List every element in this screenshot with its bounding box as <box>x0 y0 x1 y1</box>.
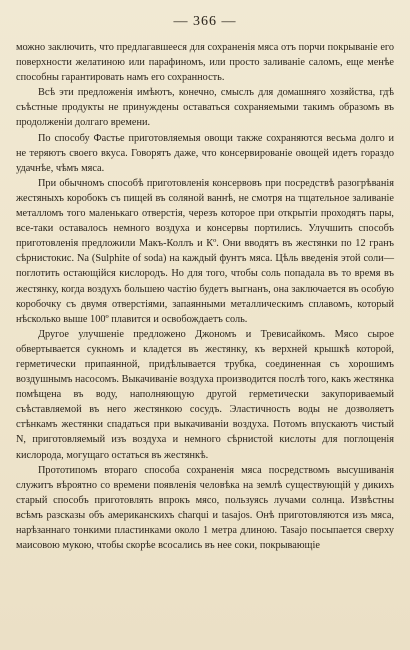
body-text <box>16 40 394 553</box>
paragraph-continuation: можно заключить, что предлагавшееся для сохраненія мяса отъ порчи покрываніе его поверхности желатиною или парафиномъ, или просто заливаніе саломъ, еще менѣе способны гарантировать намъ его сохранность. <box>16 42 394 84</box>
paragraph-canning-improvement: При обычномъ способѣ приготовленія консервовъ при посредствѣ разогрѣванія жестяныхъ коробокъ съ пищей въ соляной ваннѣ, не смотря на тщательное заливаніе металломъ того маленькаго отверстія, черезъ которое при открытіи проходятъ пары, все-таки оставалось немного воздуха и консервы портились. Улучшить способъ приготовленія предложили Макъ-Коллъ и Кº. Они вводятъ въ жестянки по 12 гранъ сѣрнистокис. Na (Sulphite of soda) на каждый фунтъ мяса. Цѣль введенія этой соли—поглотить остающійся кислородъ. Но для того, чтобы соль попадала въ то время въ жестянку, когда воздухъ большею частію будетъ выгнанъ, она заключается въ особую коробочку съ двумя отверстіями, запаянными металлическимъ сплавомъ, который нѣсколько выше 100º плавится и освобождаетъ соль. <box>16 177 394 325</box>
paragraph-fastier-method: По способу Фастье приготовляемыя овощи также сохраняются весьма долго и не теряютъ своего вкуса. Говорятъ даже, что консервированіе овощей идетъ гораздо удачнѣе, чѣмъ мяса. <box>16 132 394 174</box>
paragraph-jones-trevisick: Другое улучшеніе предложено Джономъ и Тревисайкомъ. Мясо сырое обвертывается сукномъ и кладется въ жестянку, къ верхней крышкѣ которой, герметически припаянной, придѣлывается трубка, соединенная съ хорошимъ воздушнымъ насосомъ. Выкачиваніе воздуха производится послѣ того, какъ жестянка помѣщена въ воду, наполняющую другой герметически закупориваемый съѣставляемой въ него жестянкою сосудъ. Эластичность воды не дозволяетъ стѣнкамъ жестянки спадаться при выкачиваніи воздуха. Потомъ впускаютъ чистый N, приготовляемый изъ воздуха и немного сѣрнистой кислоты для поглощенія кислорода, могущаго остаться въ жестянкѣ. <box>16 328 394 461</box>
paragraph-drying-method: Прототипомъ втораго способа сохраненія мяса посредствомъ высушиванія служитъ вѣроятно со времени появленія человѣка на землѣ существующій у дикихъ старый способъ приготовлять впрокъ мясо, пользуясь лучами солнца. Извѣстны всѣмъ разсказы объ американскихъ charqui и tasajos. Онѣ приготовляются изъ мяса, нарѣзаннаго тонкими пластинками около 1 метра длиною. Tasajo посыпается сверху маисовою мукою, чтобы скорѣе всосались въ нее соки, покрывающіе <box>16 464 394 552</box>
paragraph-household: Всѣ эти предложенія имѣютъ, конечно, смыслъ для домашняго хозяйства, гдѣ съѣстные продукты не принуждены оставаться сохраняемыми такимъ образомъ въ продолженіи долгаго времени. <box>16 87 394 129</box>
page-number: — 366 — <box>173 14 237 29</box>
